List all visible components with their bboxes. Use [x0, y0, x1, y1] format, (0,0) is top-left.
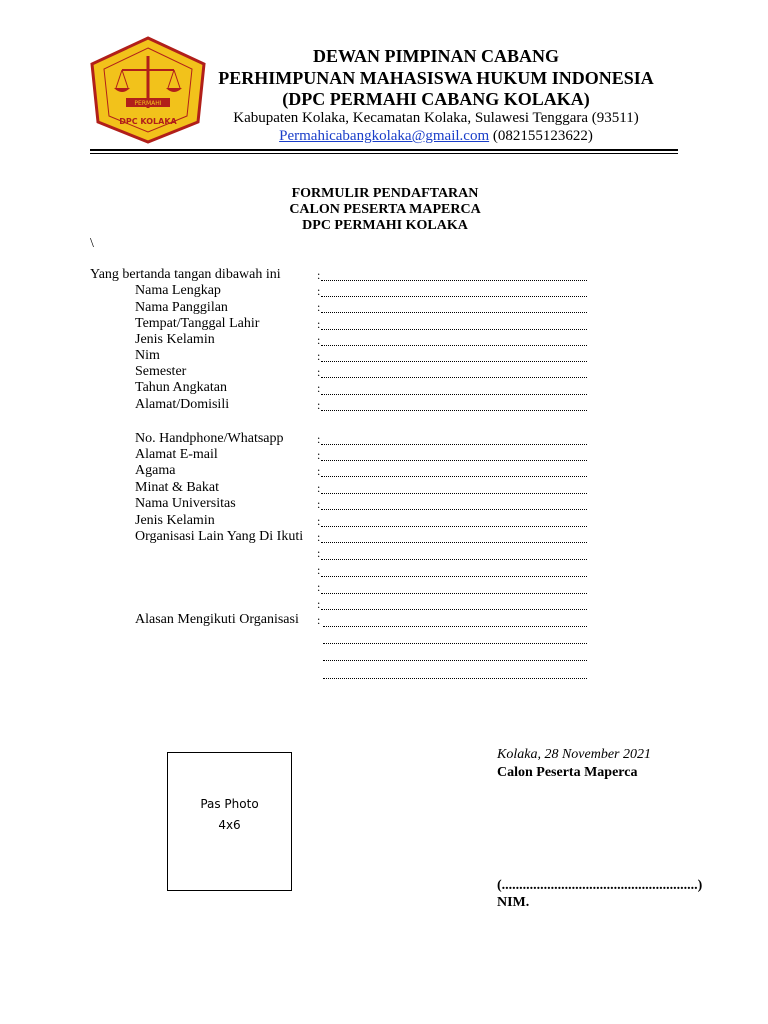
- photo-label: Pas Photo: [200, 797, 259, 811]
- label-jenis-kelamin-2: Jenis Kelamin: [135, 513, 215, 528]
- header-address: Kabupaten Kolaka, Kecamatan Kolaka, Sulawesi Tenggara (93511): [233, 110, 639, 126]
- header-line1: DEWAN PIMPINAN CABANG: [313, 46, 559, 66]
- label-alamat-email: Alamat E-mail: [135, 447, 218, 462]
- field-blank: [321, 394, 587, 395]
- field-separator: :: [317, 333, 321, 347]
- field-blank: [321, 377, 587, 378]
- signature-date: Kolaka, 28 November 2021: [497, 747, 651, 762]
- field-separator: :: [317, 497, 321, 511]
- label-nama-lengkap: Nama Lengkap: [135, 283, 221, 298]
- field-separator: :: [317, 481, 321, 495]
- field-blank: [321, 444, 587, 445]
- field-separator: :: [317, 349, 321, 363]
- field-blank: [321, 576, 587, 577]
- field-blank: [321, 609, 587, 610]
- field-separator: :: [317, 514, 321, 528]
- field-separator: :: [317, 613, 321, 627]
- phone-number: (082155123622): [492, 128, 593, 144]
- field-separator: :: [317, 530, 321, 544]
- permahi-logo: [86, 36, 210, 144]
- field-blank: [323, 626, 587, 627]
- label-alasan-mengikuti: Alasan Mengikuti Organisasi: [135, 612, 299, 627]
- label-alamat-domisili: Alamat/Domisili: [135, 397, 230, 412]
- field-separator: :: [317, 580, 321, 594]
- field-separator: :: [317, 300, 321, 314]
- label-no-handphone: No. Handphone/Whatsapp: [135, 431, 284, 446]
- label-minat-bakat: Minat & Bakat: [135, 480, 219, 495]
- header-line3: (DPC PERMAHI CABANG KOLAKA): [282, 89, 590, 109]
- email-link[interactable]: Permahicabangkolaka@gmail.com: [279, 128, 490, 144]
- label-semester: Semester: [135, 364, 187, 379]
- field-blank: [321, 345, 587, 346]
- field-separator: :: [317, 597, 321, 611]
- header-rule-thin: [90, 153, 678, 154]
- field-separator: :: [317, 381, 321, 395]
- header-contact: [196, 128, 676, 145]
- label-jenis-kelamin: Jenis Kelamin: [135, 332, 215, 347]
- field-blank: [321, 593, 587, 594]
- field-separator: :: [317, 464, 321, 478]
- signature-nim: NIM.: [497, 895, 530, 910]
- field-blank: [321, 509, 587, 510]
- field-blank: [321, 296, 587, 297]
- field-separator: :: [317, 563, 321, 577]
- label-nama-panggilan: Nama Panggilan: [135, 300, 228, 315]
- field-blank: [321, 329, 587, 330]
- label-tahun-angkatan: Tahun Angkatan: [135, 380, 227, 395]
- label-nama-universitas: Nama Universitas: [135, 496, 236, 511]
- field-blank: [323, 660, 587, 661]
- field-blank: [323, 643, 587, 644]
- field-separator: :: [317, 432, 321, 446]
- logo-banner-text: PERMAHI: [134, 100, 162, 107]
- label-tempat-tanggal-lahir: Tempat/Tanggal Lahir: [135, 316, 260, 331]
- photo-size: 4x6: [218, 818, 241, 832]
- field-blank: [321, 280, 587, 281]
- field-blank: [321, 410, 587, 411]
- field-blank: [321, 559, 587, 560]
- field-blank: [321, 312, 587, 313]
- field-separator: :: [317, 284, 321, 298]
- field-blank: [321, 493, 587, 494]
- signature-role: Calon Peserta Maperca: [497, 765, 638, 780]
- field-separator: :: [317, 317, 321, 331]
- form-title-3: DPC PERMAHI KOLAKA: [302, 218, 468, 233]
- label-organisasi-lain: Organisasi Lain Yang Di Ikuti: [135, 529, 304, 544]
- field-blank: [321, 476, 587, 477]
- label-agama: Agama: [135, 463, 176, 478]
- field-separator: :: [317, 365, 321, 379]
- field-blank: [321, 460, 587, 461]
- stray-backslash: \: [90, 236, 94, 251]
- field-blank: [321, 542, 587, 543]
- field-separator: :: [317, 268, 321, 282]
- label-nim: Nim: [135, 348, 160, 363]
- field-blank: [321, 526, 587, 527]
- logo-bottom-text: DPC KOLAKA: [119, 117, 177, 126]
- signature-name-blank: (........................................................): [497, 878, 703, 893]
- field-separator: :: [317, 448, 321, 462]
- form-intro: Yang bertanda tangan dibawah ini: [90, 267, 281, 282]
- form-title-2: CALON PESERTA MAPERCA: [289, 202, 481, 217]
- header-rule-thick: [90, 149, 678, 151]
- form-title-1: FORMULIR PENDAFTARAN: [291, 186, 479, 201]
- field-separator: :: [317, 398, 321, 412]
- header-line2: PERHIMPUNAN MAHASISWA HUKUM INDONESIA: [218, 68, 654, 88]
- field-blank: [321, 361, 587, 362]
- field-blank: [323, 678, 587, 679]
- field-separator: :: [317, 546, 321, 560]
